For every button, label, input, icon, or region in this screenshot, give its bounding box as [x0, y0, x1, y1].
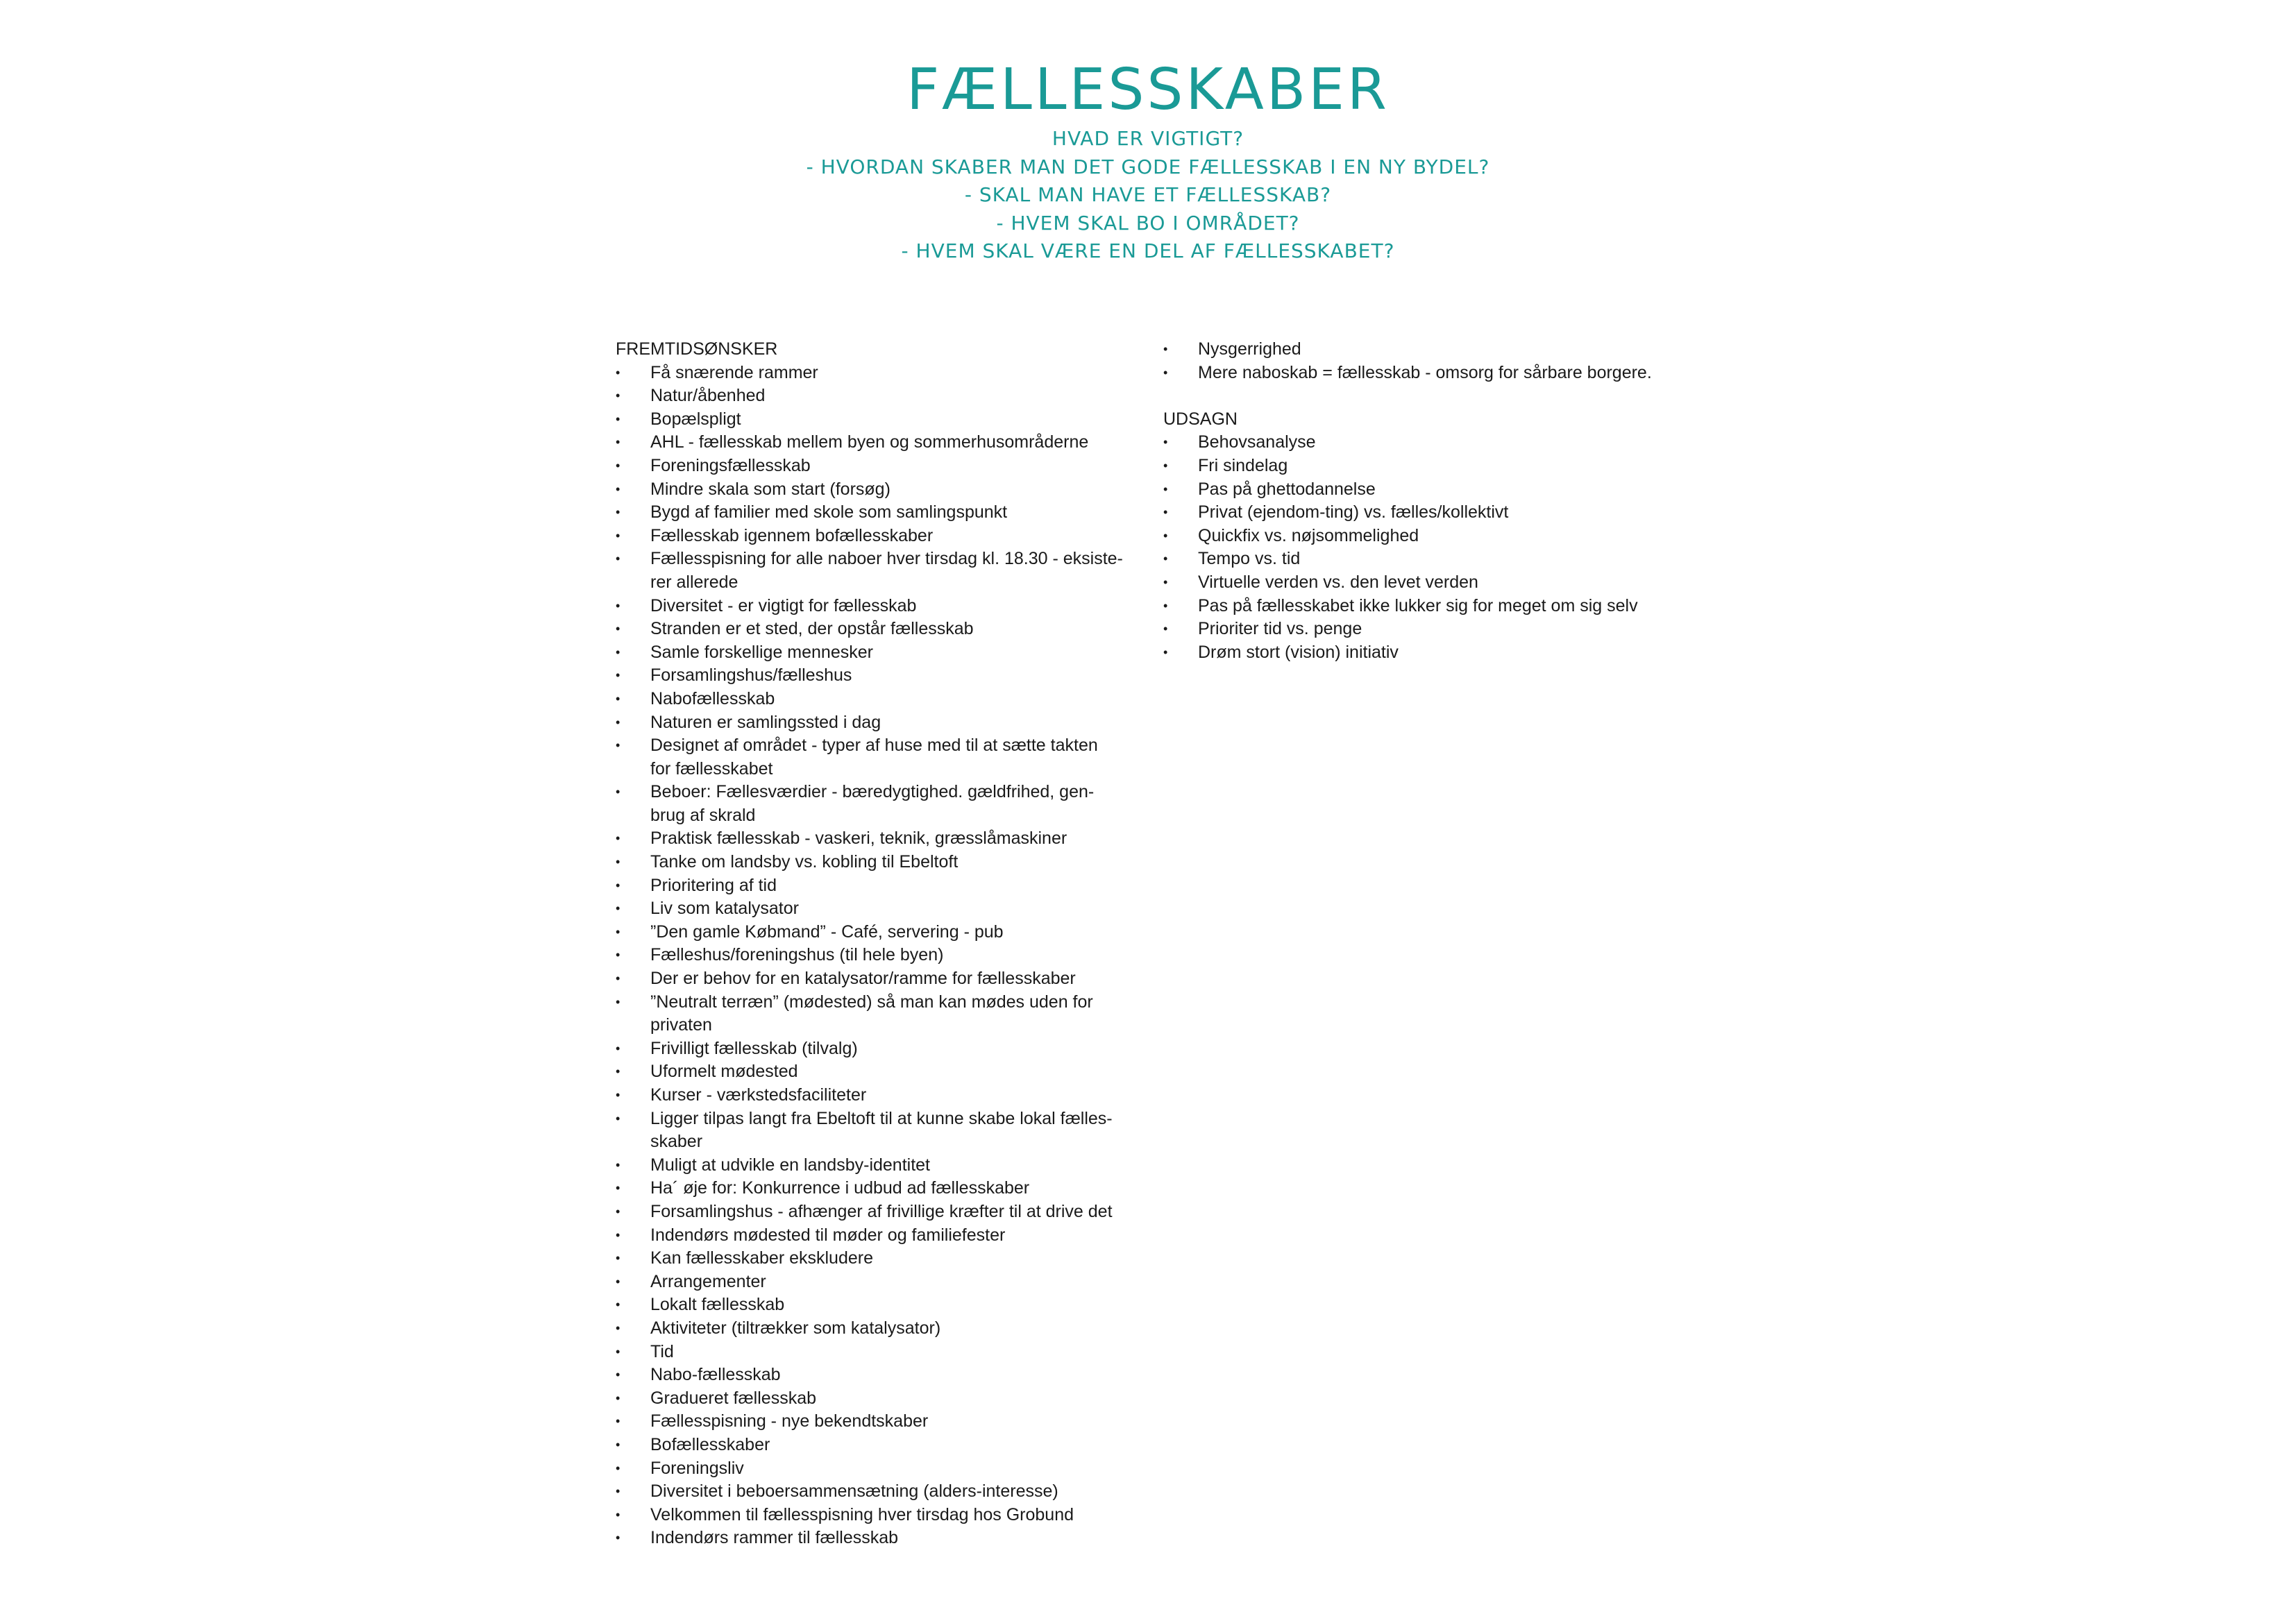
list-item-text: Tid	[650, 1341, 674, 1361]
list-item	[1163, 525, 1719, 548]
list-item	[616, 1060, 1150, 1084]
bullet-icon: •	[616, 1227, 621, 1242]
page-header	[0, 56, 2296, 266]
bullet-icon: •	[616, 1461, 621, 1475]
bullet-icon: •	[616, 411, 621, 426]
bullet-icon: •	[616, 1414, 621, 1429]
list-item-text: Indendørs mødested til møder og familiefester	[650, 1225, 1006, 1245]
question-line: - HVEM SKAL BO I OMRÅDET?	[996, 211, 1300, 235]
list-item	[616, 991, 1150, 1037]
guiding-questions	[0, 125, 2296, 266]
bullet-icon: •	[616, 458, 621, 473]
bullet-icon: •	[616, 645, 621, 659]
list-item	[616, 1037, 1150, 1061]
list-item-text: Arrangementer	[650, 1271, 766, 1291]
bullet-icon: •	[1163, 482, 1168, 496]
list-item-text: Foreningsfællesskab	[650, 455, 811, 475]
list-item-text: Indendørs rammer til fællesskab	[650, 1528, 899, 1548]
bullet-icon: •	[1163, 342, 1168, 356]
list-item	[616, 1107, 1150, 1154]
list-item	[616, 967, 1150, 991]
bullet-icon: •	[1163, 645, 1168, 659]
list-item-text: Fællesspisning - nye bekendtskaber	[650, 1411, 929, 1431]
list-item-text: Der er behov for en katalysator/ramme for fællesskaber	[650, 969, 1076, 989]
list-item	[616, 897, 1150, 921]
bullet-icon: •	[616, 785, 621, 799]
question-line: HVAD ER VIGTIGT?	[1052, 127, 1244, 150]
list-item	[616, 1247, 1150, 1271]
list-item	[616, 618, 1150, 641]
bullet-icon: •	[616, 878, 621, 892]
bullet-icon: •	[616, 1344, 621, 1359]
list-item	[1163, 478, 1719, 502]
bullet-icon: •	[616, 1298, 621, 1312]
bullet-icon: •	[616, 948, 621, 962]
question-line: - SKAL MAN HAVE ET FÆLLESSKAB?	[964, 183, 1332, 206]
list-item	[1163, 338, 1719, 362]
right-column	[1163, 338, 1719, 664]
bullet-icon: •	[616, 1088, 621, 1102]
list-item-text: Designet af området - typer af huse med til at sætte takten for fællesskabet	[650, 736, 1098, 779]
list-item	[1163, 431, 1719, 454]
bullet-icon: •	[616, 1274, 621, 1289]
list-item-text: Mindre skala som start (forsøg)	[650, 479, 890, 499]
bullet-icon: •	[616, 924, 621, 939]
bullet-icon: •	[1163, 435, 1168, 450]
list-item	[616, 1084, 1150, 1107]
list-item-text: Velkommen til fællesspisning hver tirsdag hos Grobund	[650, 1504, 1074, 1524]
list-item	[616, 921, 1150, 944]
list-item-text: ”Neutralt terræn” (mødested) så man kan mødes uden for privaten	[650, 992, 1093, 1035]
list-item-text: Diversitet i beboersammensætning (alders-interesse)	[650, 1481, 1058, 1502]
list-item	[616, 362, 1150, 385]
fremtidsonsker-list	[616, 362, 1150, 1550]
list-item-text: Forsamlingshus - afhænger af frivillige kræfter til at drive det	[650, 1201, 1113, 1221]
section-spacer	[1163, 384, 1719, 408]
list-item-text: Stranden er et sted, der opstår fællesskab	[650, 619, 974, 639]
list-item-text: Nabofællesskab	[650, 688, 775, 708]
list-item-text: Liv som katalysator	[650, 899, 799, 919]
list-item-text: Beboer: Fællesværdier - bæredygtighed. gældfrihed, gen- brug af skrald	[650, 782, 1095, 825]
bullet-icon: •	[616, 528, 621, 543]
udsagn-list	[1163, 431, 1719, 664]
list-item	[616, 664, 1150, 688]
bullet-icon: •	[616, 482, 621, 496]
list-item-text: Ligger tilpas langt fra Ebeltoft til at kunne skabe lokal fælles- skaber	[650, 1108, 1113, 1152]
list-item-text: Diversitet - er vigtigt for fællesskab	[650, 595, 917, 615]
list-item	[616, 711, 1150, 735]
list-item	[616, 1271, 1150, 1294]
list-item-text: Mere naboskab = fællesskab - omsorg for sårbare borgere.	[1198, 362, 1652, 382]
list-item-text: Muligt at udvikle en landsby-identitet	[650, 1155, 931, 1175]
bullet-icon: •	[616, 901, 621, 916]
list-item-text: Fri sindelag	[1198, 455, 1288, 475]
bullet-icon: •	[616, 1064, 621, 1079]
list-item	[616, 1154, 1150, 1178]
list-item	[616, 944, 1150, 967]
page-title: FÆLLESSKABER	[906, 57, 1390, 123]
list-item-text: Uformelt mødested	[650, 1062, 798, 1082]
list-item-text: Pas på fællesskabet ikke lukker sig for meget om sig selv	[1198, 595, 1638, 615]
list-item	[616, 478, 1150, 502]
section-heading-udsagn: UDSAGN	[1163, 409, 1238, 429]
list-item-text: Drøm stort (vision) initiativ	[1198, 642, 1399, 662]
bullet-icon: •	[616, 1157, 621, 1172]
list-item-text: Få snærende rammer	[650, 362, 818, 382]
bullet-icon: •	[616, 1181, 621, 1196]
list-item	[616, 525, 1150, 548]
bullet-icon: •	[616, 1204, 621, 1218]
bullet-icon: •	[616, 1111, 621, 1125]
list-item-text: Natur/åbenhed	[650, 386, 766, 406]
list-item-text: Ha´ øje for: Konkurrence i udbud ad fællesskaber	[650, 1178, 1030, 1198]
fremtidsonsker-list-continued	[1163, 338, 1719, 384]
list-item	[616, 641, 1150, 665]
list-item	[616, 1504, 1150, 1527]
bullet-icon: •	[616, 622, 621, 636]
list-item-text: Pas på ghettodannelse	[1198, 479, 1376, 499]
list-item	[616, 501, 1150, 525]
list-item	[1163, 595, 1719, 618]
list-item-text: Gradueret fællesskab	[650, 1388, 817, 1408]
bullet-icon: •	[616, 598, 621, 613]
list-item-text: Bopælspligt	[650, 409, 741, 429]
list-item	[616, 384, 1150, 408]
list-item-text: Frivilligt fællesskab (tilvalg)	[650, 1038, 858, 1058]
list-item	[616, 454, 1150, 478]
bullet-icon: •	[616, 855, 621, 869]
list-item	[616, 1317, 1150, 1341]
list-item-text: Bofællesskaber	[650, 1434, 770, 1454]
list-item	[616, 851, 1150, 874]
bullet-icon: •	[1163, 598, 1168, 613]
list-item	[1163, 547, 1719, 571]
question-line: - HVEM SKAL VÆRE EN DEL AF FÆLLESSKABET?	[901, 239, 1395, 262]
list-item	[616, 1341, 1150, 1364]
list-item	[616, 781, 1150, 827]
list-item-text: Samle forskellige mennesker	[650, 642, 873, 662]
bullet-icon: •	[616, 1507, 621, 1522]
bullet-icon: •	[1163, 552, 1168, 566]
list-item	[1163, 501, 1719, 525]
list-item	[616, 688, 1150, 711]
list-item-text: Fælleshus/foreningshus (til hele byen)	[650, 945, 944, 965]
list-item	[616, 431, 1150, 454]
left-column	[616, 338, 1150, 1550]
list-item-text: Fællesskab igennem bofællesskaber	[650, 525, 934, 545]
list-item-text: Prioriter tid vs. penge	[1198, 619, 1362, 639]
list-item-text: Kurser - værkstedsfaciliteter	[650, 1085, 867, 1105]
bullet-icon: •	[616, 435, 621, 450]
list-item	[616, 1177, 1150, 1200]
bullet-icon: •	[616, 552, 621, 566]
bullet-icon: •	[616, 1484, 621, 1499]
list-item	[616, 1224, 1150, 1248]
list-item-text: Nabo-fællesskab	[650, 1365, 781, 1385]
list-item	[1163, 571, 1719, 595]
list-item-text: Naturen er samlingssted i dag	[650, 712, 881, 732]
bullet-icon: •	[616, 1251, 621, 1266]
list-item	[1163, 618, 1719, 641]
list-item-text: Behovsanalyse	[1198, 432, 1316, 452]
list-item-text: Lokalt fællesskab	[650, 1295, 785, 1315]
bullet-icon: •	[616, 1531, 621, 1545]
bullet-icon: •	[1163, 528, 1168, 543]
bullet-icon: •	[616, 1391, 621, 1405]
bullet-icon: •	[616, 715, 621, 729]
list-item	[616, 408, 1150, 432]
list-item	[616, 1293, 1150, 1317]
list-item-text: Foreningsliv	[650, 1458, 744, 1478]
list-item	[616, 595, 1150, 618]
bullet-icon: •	[1163, 505, 1168, 520]
list-item	[616, 1200, 1150, 1224]
list-item-text: Nysgerrighed	[1198, 339, 1301, 359]
bullet-icon: •	[1163, 458, 1168, 473]
bullet-icon: •	[616, 1368, 621, 1382]
list-item	[616, 827, 1150, 851]
bullet-icon: •	[1163, 365, 1168, 380]
list-item	[616, 1527, 1150, 1550]
bullet-icon: •	[616, 831, 621, 846]
list-item	[1163, 641, 1719, 665]
list-item	[616, 1457, 1150, 1481]
list-item-text: Forsamlingshus/fælleshus	[650, 665, 852, 686]
list-item	[616, 1363, 1150, 1387]
list-item	[616, 874, 1150, 898]
list-item-text: Quickfix vs. nøjsommelighed	[1198, 525, 1419, 545]
bullet-icon: •	[616, 505, 621, 520]
list-item-text: Privat (ejendom-ting) vs. fælles/kollektivt	[1198, 502, 1509, 522]
bullet-icon: •	[1163, 575, 1168, 589]
section-heading-fremtidsonsker: FREMTIDSØNSKER	[616, 339, 778, 359]
bullet-icon: •	[616, 738, 621, 753]
bullet-icon: •	[616, 1041, 621, 1055]
list-item-text: Aktiviteter (tiltrækker som katalysator)	[650, 1318, 941, 1338]
bullet-icon: •	[616, 365, 621, 380]
list-item-text: Virtuelle verden vs. den levet verden	[1198, 572, 1478, 592]
bullet-icon: •	[1163, 622, 1168, 636]
bullet-icon: •	[616, 668, 621, 683]
bullet-icon: •	[616, 971, 621, 986]
list-item	[616, 1434, 1150, 1457]
list-item-text: Tempo vs. tid	[1198, 549, 1301, 569]
list-item	[616, 1480, 1150, 1504]
list-item	[616, 547, 1150, 594]
bullet-icon: •	[616, 1437, 621, 1452]
list-item-text: ”Den gamle Købmand” - Café, servering - pub	[650, 921, 1004, 942]
list-item-text: Kan fællesskaber ekskludere	[650, 1248, 873, 1268]
bullet-icon: •	[616, 691, 621, 706]
bullet-icon: •	[616, 389, 621, 403]
bullet-icon: •	[616, 1320, 621, 1335]
list-item-text: Prioritering af tid	[650, 875, 777, 895]
list-item-text: Tanke om landsby vs. kobling til Ebeltoft	[650, 852, 959, 872]
list-item	[616, 1410, 1150, 1434]
question-line: - HVORDAN SKABER MAN DET GODE FÆLLESSKAB I EN NY BYDEL?	[806, 155, 1490, 178]
list-item	[616, 1387, 1150, 1411]
list-item	[616, 734, 1150, 781]
list-item	[1163, 454, 1719, 478]
list-item	[1163, 362, 1719, 385]
list-item-text: Fællesspisning for alle naboer hver tirsdag kl. 18.30 - eksiste- rer allerede	[650, 549, 1123, 592]
list-item-text: Praktisk fællesskab - vaskeri, teknik, græsslåmaskiner	[650, 829, 1067, 849]
list-item-text: AHL - fællesskab mellem byen og sommerhusområderne	[650, 432, 1089, 452]
bullet-icon: •	[616, 994, 621, 1009]
list-item-text: Bygd af familier med skole som samlingspunkt	[650, 502, 1008, 522]
